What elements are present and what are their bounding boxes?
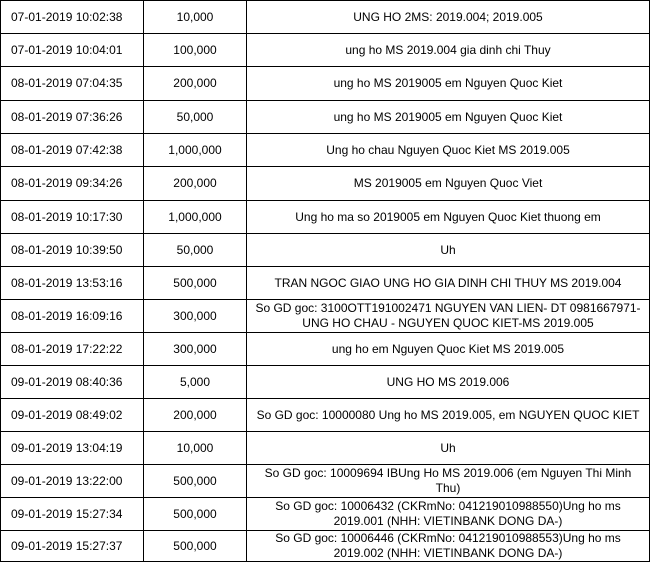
description-cell: So GD goc: 10006446 (CKRmNo: 041219010988553)Ung ho ms 2019.002 (NHH: VIETINBANK DONG DA-) [247,531,650,562]
table-row [1,399,650,432]
amount-cell: 1,000,000 [144,134,247,167]
date-cell: 08-01-2019 10:17:30 [1,201,144,234]
table-row [1,267,650,300]
amount-cell: 200,000 [144,399,247,432]
amount-cell: 1,000,000 [144,201,247,234]
table-row [1,34,650,67]
description-cell: So GD goc: 3100OTT191002471 NGUYEN VAN LIEN- DT 0981667971- UNG HO CHAU - NGUYEN QUOC KIET-MS 2019.005 [247,300,650,333]
description-cell: So GD goc: 10000080 Ung ho MS 2019.005, em NGUYEN QUOC KIET [247,399,650,432]
date-cell: 08-01-2019 17:22:22 [1,333,144,366]
description-cell: ung ho em Nguyen Quoc Kiet MS 2019.005 [247,333,650,366]
date-cell: 09-01-2019 15:27:34 [1,498,144,531]
amount-cell: 200,000 [144,67,247,101]
description-cell: So GD goc: 10009694 IBUng Ho MS 2019.006 (em Nguyen Thi Minh Thu) [247,465,650,498]
amount-cell: 500,000 [144,465,247,498]
table-row [1,1,650,34]
table-row [1,465,650,498]
date-cell: 08-01-2019 13:53:16 [1,267,144,300]
amount-cell: 10,000 [144,432,247,465]
table-row [1,67,650,101]
description-cell: ung ho MS 2019005 em Nguyen Quoc Kiet [247,101,650,134]
description-cell: ung ho MS 2019.004 gia dinh chi Thuy [247,34,650,67]
amount-cell: 300,000 [144,333,247,366]
description-cell: UNG HO 2MS: 2019.004; 2019.005 [247,1,650,34]
date-cell: 09-01-2019 13:04:19 [1,432,144,465]
date-cell: 09-01-2019 13:22:00 [1,465,144,498]
date-cell: 09-01-2019 08:49:02 [1,399,144,432]
amount-cell: 50,000 [144,234,247,267]
amount-cell: 200,000 [144,167,247,201]
amount-cell: 500,000 [144,531,247,562]
amount-cell: 50,000 [144,101,247,134]
description-cell: UNG HO MS 2019.006 [247,366,650,399]
amount-cell: 500,000 [144,267,247,300]
table-row [1,333,650,366]
date-cell: 07-01-2019 10:02:38 [1,1,144,34]
amount-cell: 300,000 [144,300,247,333]
date-cell: 08-01-2019 10:39:50 [1,234,144,267]
description-cell: Ung ho chau Nguyen Quoc Kiet MS 2019.005 [247,134,650,167]
table-row [1,300,650,333]
description-cell: So GD goc: 10006432 (CKRmNo: 041219010988550)Ung ho ms 2019.001 (NHH: VIETINBANK DONG DA-) [247,498,650,531]
amount-cell: 5,000 [144,366,247,399]
transaction-table-body [1,1,650,562]
table-row [1,134,650,167]
table-row [1,234,650,267]
table-row [1,167,650,201]
date-cell: 08-01-2019 16:09:16 [1,300,144,333]
date-cell: 08-01-2019 07:04:35 [1,67,144,101]
description-cell: MS 2019005 em Nguyen Quoc Viet [247,167,650,201]
description-cell: Uh [247,432,650,465]
table-row [1,101,650,134]
date-cell: 07-01-2019 10:04:01 [1,34,144,67]
table-row [1,366,650,399]
description-cell: TRAN NGOC GIAO UNG HO GIA DINH CHI THUY MS 2019.004 [247,267,650,300]
date-cell: 09-01-2019 08:40:36 [1,366,144,399]
description-cell: ung ho MS 2019005 em Nguyen Quoc Kiet [247,67,650,101]
table-row [1,201,650,234]
table-row [1,432,650,465]
date-cell: 09-01-2019 15:27:37 [1,531,144,562]
amount-cell: 10,000 [144,1,247,34]
date-cell: 08-01-2019 07:36:26 [1,101,144,134]
amount-cell: 500,000 [144,498,247,531]
amount-cell: 100,000 [144,34,247,67]
table-row [1,531,650,562]
description-cell: Ung ho ma so 2019005 em Nguyen Quoc Kiet thuong em [247,201,650,234]
date-cell: 08-01-2019 07:42:38 [1,134,144,167]
description-cell: Uh [247,234,650,267]
date-cell: 08-01-2019 09:34:26 [1,167,144,201]
table-row [1,498,650,531]
